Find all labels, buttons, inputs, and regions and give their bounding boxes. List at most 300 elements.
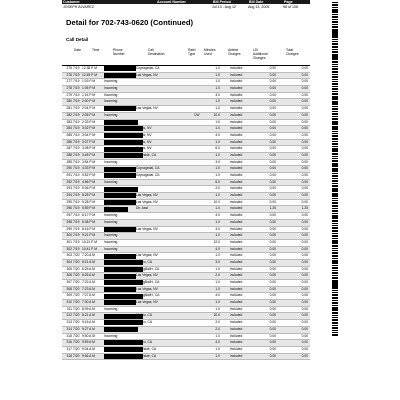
cell-time: 9:59 A M [82,340,95,345]
cell-min: 1.0 [215,86,220,91]
table-row [62,347,310,354]
cell-ld: 0.00 [269,259,276,264]
cell-air: included [230,253,243,258]
cell-min: 1.0 [215,333,220,338]
cell-n: 286 [66,139,72,144]
cell-n: 278 [66,86,72,91]
redacted-phone-block [104,287,136,292]
cell-air: included [230,173,243,177]
col-minutes-used: Minutes Used [204,48,216,56]
cell-time: 9:50 A M [82,333,95,338]
cell-tot: 1.25 [301,206,308,211]
table-row [62,340,310,347]
cell-date: 7/20 [73,353,80,358]
cell-ld: 0.00 [269,179,276,184]
table-row [62,160,310,167]
table-row [62,180,310,187]
cell-phone: Incoming [104,333,118,338]
cell-time: 7:22 A M [82,280,95,284]
cell-dest: Riverside, CA [136,346,157,351]
cell-time: 4:56 P M [82,179,96,184]
cell-air: included [230,159,243,164]
col-airtime-charges: Airtime Charges [228,48,241,56]
table-row [62,173,310,180]
cell-date: 7/20 [73,313,80,318]
cell-ld: 0.00 [269,233,276,238]
cell-time: 8:21 A M [82,259,95,264]
cell-min: 1.0 [215,152,220,157]
cell-time: 9:56 A M [82,353,95,358]
cell-n: 318 [66,353,72,358]
cell-time: 1:05 P M [82,86,96,91]
redacted-phone-block [104,106,136,111]
cell-ld: 0.00 [269,126,276,131]
cell-time: 2:33 P M [82,119,96,124]
cell-ld: 0.00 [269,219,276,224]
cell-tot: 0.00 [301,152,308,157]
cell-air: included [230,119,243,124]
cell-ld: 0.00 [269,86,276,91]
cell-date: 7/19 [73,206,80,211]
redacted-phone-block [104,193,136,198]
cell-time: 6:17 P M [82,213,96,218]
cell-date: 7/19 [73,213,80,218]
cell-n: 314 [66,326,72,331]
cell-time: 3:54 P M [82,159,96,164]
cell-dest: Riverside, CA [136,152,157,157]
cell-min: 4.0 [215,213,220,218]
cell-ld: 0.00 [269,79,276,84]
cell-date: 7/20 [73,286,80,291]
table-row [62,120,310,127]
cell-min: 2.0 [215,320,220,325]
cell-min: 6.0 [215,146,220,151]
cell-rate: CW [194,112,200,117]
cell-ld: 0.00 [269,333,276,338]
cell-n: 289 [66,159,72,164]
barcode-bar [332,335,338,336]
cell-time: 6:38 P M [82,219,96,224]
cell-min: 3.0 [215,226,220,231]
cell-date: 7/19 [73,106,80,111]
cell-min: 1.0 [215,126,220,131]
cell-ld: 0.00 [269,186,276,191]
table-row [62,86,310,93]
col-rate-type: Rate/ Type [188,48,196,56]
cell-ld: 0.00 [269,239,276,244]
cell-ld: 0.00 [269,246,276,251]
cell-time: 6:25 A M [82,266,95,271]
col-phone-number: Phone Number [113,48,125,56]
cell-time: 5:28 P M [82,199,96,204]
cell-dest: Las Vegas, NV [136,72,158,77]
cell-air: included [230,286,243,291]
cell-dest: Malibu, CA [136,313,153,318]
cell-min: 1.0 [215,346,220,351]
cell-n: 304 [66,259,72,264]
cell-air: included [230,126,243,131]
cell-date: 7/20 [73,326,80,331]
cell-min: 1.0 [215,119,220,124]
cell-tot: 0.00 [301,99,308,104]
table-row [62,113,310,120]
cell-air: included [230,99,243,104]
cell-tot: 0.00 [301,239,308,244]
cell-n: 303 [66,253,72,258]
cell-time: 5:59 P M [82,206,96,211]
cell-dest: Copragedal, CA [136,166,160,171]
cell-time: 4:33 P M [82,166,96,171]
cell-dest: Copragedal, CA [136,66,160,70]
cell-tot: 0.00 [301,173,308,177]
redacted-phone-block [104,120,138,125]
cell-min: 4.0 [215,340,220,345]
cell-min: 1.0 [215,166,220,171]
table-row [62,193,310,200]
cell-time: 12:49 P M [82,72,97,77]
cell-date: 7/19 [73,79,80,84]
cell-ld: 0.00 [269,173,276,177]
table-row [62,146,310,153]
cell-ld: 0.00 [269,293,276,298]
table-row [62,233,310,240]
cell-ld: 0.00 [269,226,276,231]
cell-air: included [230,306,243,311]
cell-min: 3.0 [215,92,220,97]
cell-tot: 0.00 [301,79,308,84]
cell-time: 7:20 A M [82,253,95,258]
cell-min: 10.0 [213,199,220,204]
table-row [62,334,310,341]
cell-min: 1.0 [215,300,220,305]
cell-dest: Vegas, NV [136,132,152,137]
cell-min: 1.0 [215,173,220,177]
cell-time: 2:00 P M [82,99,96,104]
cell-min: 1.0 [215,72,220,77]
table-row [62,140,310,147]
cell-dest: LosngBallH, CA [136,266,160,271]
redacted-phone-block [104,187,138,192]
table-row [62,186,310,193]
table-row [62,66,310,73]
cell-tot: 0.00 [301,259,308,264]
cell-n: 311 [66,306,72,311]
table-row [62,327,310,334]
cell-n: 279 [66,92,72,97]
cell-tot: 0.00 [301,72,308,77]
cell-min: 1.0 [215,206,220,211]
cell-tot: 0.00 [301,119,308,124]
cell-date: 7/19 [73,219,80,224]
cell-min: 1.0 [215,99,220,104]
cell-tot: 0.00 [301,286,308,291]
cell-ld: 0.00 [269,139,276,144]
cell-time: 3:45 P M [82,152,96,157]
bill-date: Aug 13, 2005 [248,5,270,9]
redacted-phone-block [104,66,136,71]
cell-time: 12:38 P M [82,66,97,70]
table-row [62,206,310,213]
col-date: Date [74,48,81,52]
cell-date: 7/19 [73,239,80,244]
cell-ld: 0.00 [269,166,276,171]
cell-min: 1.0 [215,193,220,198]
table-row [62,280,310,287]
cell-tot: 0.00 [301,86,308,91]
cell-dest: Las Vegas, NV [136,300,158,305]
cell-min: 6.0 [215,179,220,184]
redacted-phone-block [104,327,138,332]
cell-min: 1.0 [215,233,220,238]
cell-n: 294 [66,193,72,198]
cell-ld: 0.00 [269,313,276,318]
table-row [62,287,310,294]
cell-date: 7/19 [73,186,80,191]
cell-tot: 0.00 [301,313,308,318]
cell-ld: 0.00 [269,152,276,157]
cell-phone: Incoming [104,92,118,97]
table-row [62,126,310,133]
cell-dest: Las Vegas, NV [136,286,158,291]
redacted-phone-block [104,254,136,259]
cell-n: 298 [66,219,72,224]
cell-min: 12.0 [213,239,220,244]
table-row [62,300,310,307]
cell-date: 7/19 [73,152,80,157]
cell-n: 316 [66,340,72,345]
cell-dest: Riverside, CA [136,353,157,358]
cell-tot: 0.00 [301,280,308,284]
cell-air: included [230,179,243,184]
cell-ld: 0.00 [269,273,276,278]
section-title: Call Detail [66,37,89,42]
cell-time: 7:23 A M [82,286,95,291]
cell-tot: 0.00 [301,66,308,70]
cell-air: included [230,293,243,298]
cell-air: included [230,300,243,305]
cell-date: 7/19 [73,166,80,171]
cell-date: 7/19 [73,146,80,151]
cell-dest: Dir. Asst [136,206,149,211]
cell-time: 7:30 A M [82,300,95,305]
cell-phone: Incoming [104,246,118,251]
cell-air: included [230,66,243,70]
bill-period-label: Bill Period [213,0,231,4]
cell-air: included [230,213,243,218]
cell-dest: Vegas, NV [136,146,152,151]
cell-time: 10:21 P M [82,239,97,244]
cell-air: included [230,239,243,244]
cell-tot: 0.00 [301,219,308,224]
cell-dest: Vegas, NV [136,126,152,131]
col-call-destination: Call Destination [148,48,165,56]
cell-n: 292 [66,179,72,184]
cell-time: 5:06 P M [82,186,96,191]
cell-ld: 0.00 [269,340,276,345]
cell-air: included [230,72,243,77]
cell-ld: 0.00 [269,199,276,204]
table-row [62,240,310,247]
cell-phone: 411 [104,206,110,211]
table-row [62,354,310,361]
page-label: Page [284,0,293,4]
cell-phone: Incoming [104,112,118,117]
cell-tot: 0.00 [301,226,308,231]
cell-tot: 0.00 [301,166,308,171]
cell-ld: 0.00 [269,119,276,124]
cell-ld: 0.00 [269,300,276,305]
cell-n: 312 [66,313,72,318]
cell-phone: Incoming [104,213,118,218]
cell-ld: 0.00 [269,266,276,271]
cell-tot: 0.00 [301,273,308,278]
cell-time: 9:21 P M [82,233,96,238]
call-detail-table [62,66,310,360]
cell-air: included [230,79,243,84]
cell-dest: Las Vegas, NV [136,106,158,111]
cell-air: included [230,219,243,224]
table-row [62,79,310,86]
table-row [62,220,310,227]
cell-n: 275 [66,66,72,70]
cell-tot: 0.00 [301,213,308,218]
cell-air: included [230,280,243,284]
cell-time: 5:25 P M [82,193,96,198]
table-row [62,293,310,300]
column-headers [62,48,310,64]
table-row [62,153,310,160]
cell-dest: Malibu, CA [136,320,153,325]
cell-min: 1.0 [215,139,220,144]
cell-n: 296 [66,206,72,211]
cell-air: included [230,326,243,331]
redacted-phone-block [104,300,136,305]
account-label: Account Number [157,0,186,4]
cell-n: 276 [66,72,72,77]
cell-ld: 0.00 [269,280,276,284]
cell-ld: 0.00 [269,72,276,77]
cell-tot: 0.00 [301,92,308,97]
cell-n: 317 [66,346,72,351]
cell-air: included [230,340,243,345]
cell-tot: 0.00 [301,186,308,191]
table-row [62,200,310,207]
cell-tot: 0.00 [301,193,308,198]
table-row [62,213,310,220]
table-row [62,227,310,234]
cell-min: 1.0 [215,253,220,258]
cell-air: included [230,226,243,231]
redacted-phone-block [104,200,136,205]
cell-time: 10:41 P M [82,246,97,251]
bill-header [62,0,310,12]
cell-n: 277 [66,79,72,84]
cell-tot: 0.00 [301,340,308,345]
cell-ld: 0.00 [269,92,276,97]
cell-phone: Incoming [104,79,118,84]
cell-min: 1.0 [215,353,220,358]
cell-time: 9:27 A M [82,326,95,331]
cell-min: 20.0 [213,313,220,318]
cell-dest: Las Vegas, NV [136,273,158,278]
cell-phone: Incoming [104,159,118,164]
cell-ld: 0.00 [269,99,276,104]
header-bar [62,0,310,4]
cell-n: 287 [66,146,72,151]
cell-date: 7/19 [73,99,80,104]
page-title: Detail for 702-743-0620 (Continued) [66,18,194,27]
cell-ld: 0.00 [269,346,276,351]
cell-time: 3:08 P M [82,146,96,151]
cell-tot: 0.00 [301,353,308,358]
cell-date: 7/20 [73,280,80,284]
cell-date: 7/20 [73,273,80,278]
cell-dest: LosngBallH, CA [136,293,160,298]
cell-time: 1:03 P M [82,79,96,84]
redacted-phone-block [104,73,136,78]
cell-air: included [230,92,243,97]
cell-n: 293 [66,186,72,191]
cell-ld: 0.00 [269,146,276,151]
cell-tot: 0.00 [301,333,308,338]
redacted-phone-block [104,274,136,279]
cell-n: 310 [66,300,72,305]
cell-date: 7/20 [73,333,80,338]
cell-phone: Incoming [104,233,118,238]
cell-air: included [230,320,243,325]
cell-date: 7/19 [73,246,80,251]
cell-date: 7/19 [73,126,80,131]
bill-period: Jul 13 - Aug 12 [212,5,236,9]
cell-ld: 0.00 [269,213,276,218]
table-row [62,133,310,140]
cell-date: 7/19 [73,233,80,238]
cell-time: 8:16 P M [82,226,96,231]
table-row [62,166,310,173]
cell-time: 2:05 P M [82,112,96,117]
cell-date: 7/19 [73,66,80,70]
cell-air: included [230,86,243,91]
cell-air: included [230,233,243,238]
cell-min: 3.0 [215,259,220,264]
cell-ld: 0.00 [269,132,276,137]
cell-tot: 0.00 [301,179,308,184]
cell-date: 7/19 [73,92,80,97]
cell-dest: Las Vegas, NV [136,193,158,198]
redacted-phone-block [104,167,136,172]
cell-air: included [230,259,243,264]
cell-tot: 0.00 [301,139,308,144]
cell-air: included [230,346,243,351]
cell-date: 7/20 [73,306,80,311]
cell-date: 7/19 [73,112,80,117]
cell-date: 7/20 [73,320,80,325]
table-row [62,320,310,327]
cell-air: included [230,146,243,151]
cell-date: 7/19 [73,179,80,184]
table-row [62,260,310,267]
cell-n: 306 [66,273,72,278]
cell-tot: 0.00 [301,326,308,331]
cell-time: 6:26 A M [82,273,95,278]
cell-ld: 0.00 [269,320,276,325]
cell-air: included [230,152,243,157]
cell-n: 308 [66,286,72,291]
cell-air: included [230,353,243,358]
cell-air: included [230,313,243,318]
cell-time: 9:16 A M [82,320,95,325]
cell-dest: Malibu, CA [136,340,153,345]
